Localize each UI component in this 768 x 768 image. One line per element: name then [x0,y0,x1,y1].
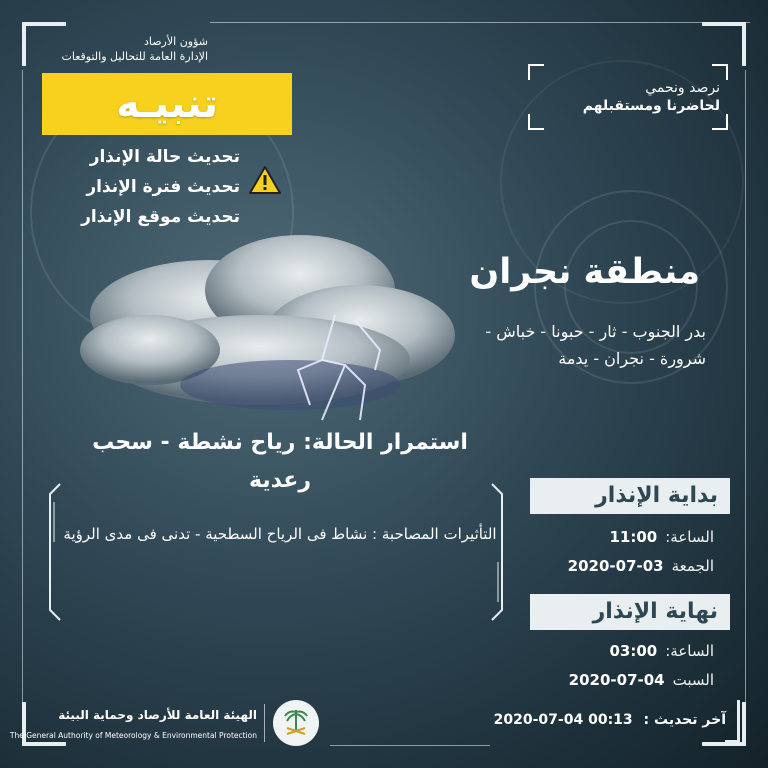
update-item: تحديث موقع الإنذار [81,207,240,227]
palm-swords-emblem-icon [273,700,319,746]
region-title: منطقة نجران [469,252,700,292]
last-update-label: آخر تحديث : [643,712,726,728]
end-label-text: نهاية الإنذار [592,599,718,624]
department-line1: شؤون الأرصاد [143,35,208,48]
frame-line [22,70,23,710]
alert-updates-list [40,142,240,232]
start-date-value: 2020-07-03 [567,557,664,575]
motto-corner [528,114,544,130]
storm-cloud-icon [60,220,480,430]
status-text: استمرار الحالة: رياح نشطة - سحب رعدية [92,430,468,493]
start-day-label: الجمعة [671,557,714,575]
region-cities: بدر الجنوب - ثار - حبونا - خباش - شرورة - نجران - يدمة [485,322,706,368]
frame-tick [725,700,740,743]
end-time-value: 03:00 [609,642,658,660]
update-item: تحديث حالة الإنذار [89,147,240,167]
alert-title-box [42,73,292,135]
bracket-left [46,482,62,622]
effects-text: التأثيرات المصاحبة : نشاط فى الرياح السطحية - تدنى فى مدى الرؤية [63,525,497,543]
end-day-label: السبت [672,671,714,689]
motto-corner [712,64,728,80]
frame-line [745,70,746,710]
end-date-row [520,671,714,689]
motto-corner [528,64,544,80]
department-header [62,34,208,64]
end-label [530,594,730,630]
frame-line [330,745,490,746]
department-line2: الإدارة العامة للتحاليل والتوقعات [61,50,208,63]
authority-logo [9,698,325,748]
bracket-right [490,482,506,622]
motto-line2: لحاضرنا ومستقبلهم [582,98,720,114]
start-date-row [520,557,714,575]
end-time-row [520,642,714,660]
start-label [530,478,730,514]
start-label-text: بداية الإنذار [595,483,718,508]
update-item: تحديث فترة الإنذار [86,177,240,197]
motto-box [528,64,728,130]
motto-line1: نرصد ونحمي [645,80,720,96]
motto-corner [712,114,728,130]
logo-divider [264,704,265,742]
authority-name-ar: الهيئة العامة للأرصاد وحماية البيئة [58,708,257,722]
frame-corner [702,22,746,66]
frame-corner [22,22,66,66]
last-update [494,712,726,728]
last-update-value: 2020-07-04 00:13 [493,712,633,728]
warning-triangle-icon [248,165,282,195]
end-time-label: الساعة: [665,642,714,660]
start-time-row [520,528,714,546]
end-date-value: 2020-07-04 [568,671,665,689]
authority-name-en: The General Authority of Meteorology & Environmental Protection [9,731,257,740]
start-time-value: 11:00 [609,528,658,546]
alert-title: تنبيـه [116,81,218,127]
frame-line [210,22,750,23]
start-time-label: الساعة: [665,528,714,546]
